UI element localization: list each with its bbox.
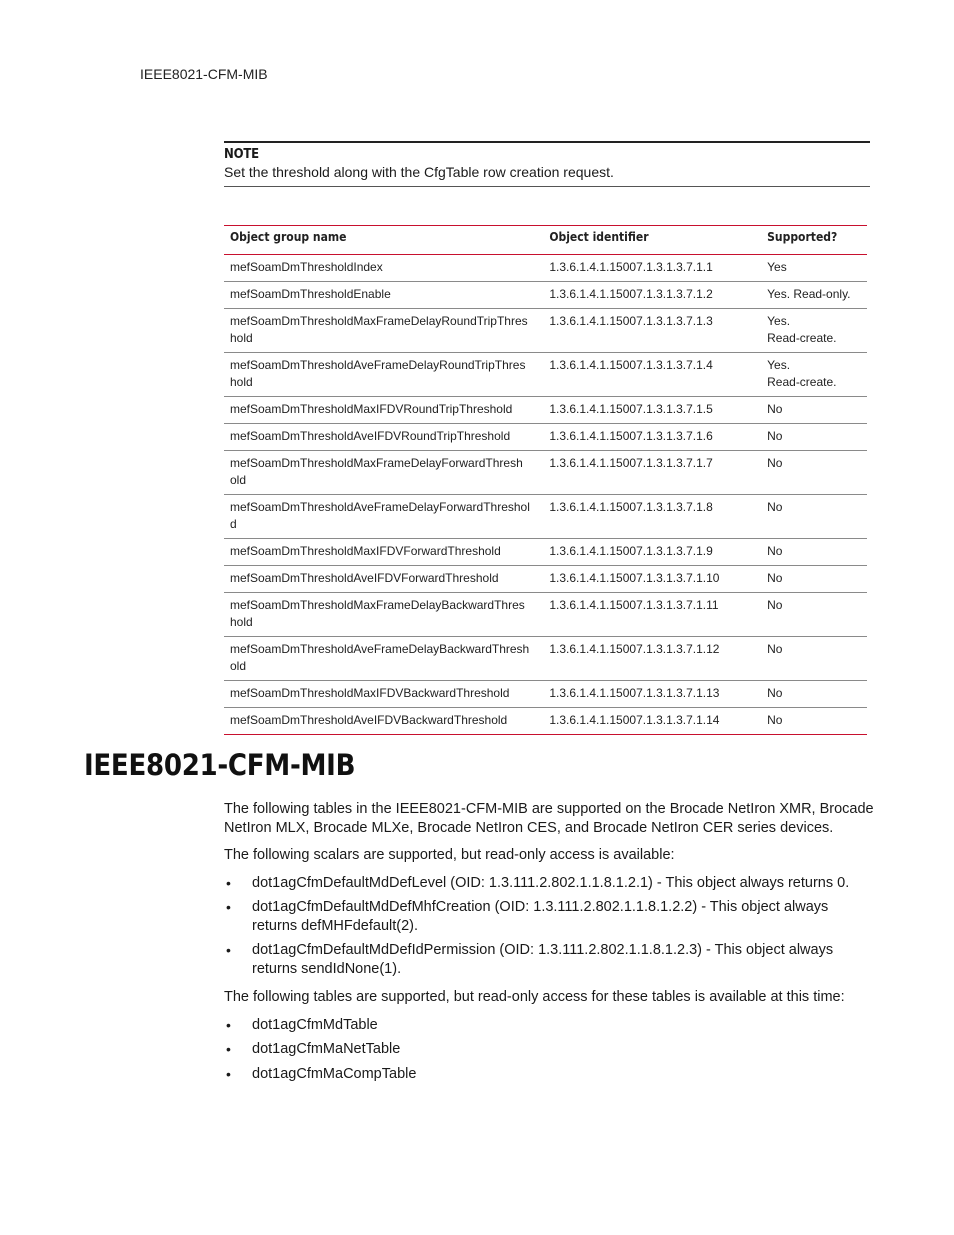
cell-object-group-name: mefSoamDmThresholdAveIFDVForwardThreshold <box>224 566 543 593</box>
cell-object-group-name: mefSoamDmThresholdMaxFrameDelayForwardThresh old <box>224 451 543 495</box>
cell-supported: No <box>761 566 867 593</box>
cell-supported: Yes. Read-only. <box>761 282 867 309</box>
table-body <box>224 255 867 735</box>
cell-object-group-name: mefSoamDmThresholdMaxIFDVForwardThreshold <box>224 539 543 566</box>
section-body <box>224 800 874 1093</box>
cell-object-group-name: mefSoamDmThresholdAveIFDVBackwardThreshold <box>224 708 543 735</box>
table-row <box>224 282 867 309</box>
scalar-list-item <box>224 898 874 935</box>
cell-object-identifier: 1.3.6.1.4.1.15007.1.3.1.3.7.1.10 <box>543 566 761 593</box>
note-box <box>224 141 870 187</box>
cell-object-identifier: 1.3.6.1.4.1.15007.1.3.1.3.7.1.1 <box>543 255 761 282</box>
cell-supported: Yes. Read-create. <box>761 353 867 397</box>
running-header: IEEE8021-CFM-MIB <box>140 66 268 82</box>
table-row <box>224 539 867 566</box>
bullet-icon: • <box>226 1016 231 1033</box>
cell-supported: Yes. Read-create. <box>761 309 867 353</box>
scalar-list-item <box>224 941 874 978</box>
cell-object-group-name: mefSoamDmThresholdMaxFrameDelayBackwardThres hold <box>224 593 543 637</box>
column-header-object-group: Object group name <box>224 226 543 255</box>
cell-object-identifier: 1.3.6.1.4.1.15007.1.3.1.3.7.1.2 <box>543 282 761 309</box>
cell-object-identifier: 1.3.6.1.4.1.15007.1.3.1.3.7.1.7 <box>543 451 761 495</box>
cell-object-identifier: 1.3.6.1.4.1.15007.1.3.1.3.7.1.5 <box>543 397 761 424</box>
note-title: NOTE <box>224 147 259 162</box>
table-list-item <box>224 1016 874 1035</box>
cell-object-group-name: mefSoamDmThresholdAveIFDVRoundTripThreshold <box>224 424 543 451</box>
bullet-icon: • <box>226 899 231 915</box>
scalar-list-item-text: dot1agCfmDefaultMdDefMhfCreation (OID: 1.3.111.2.802.1.1.8.1.2.2) - This object always returns defMHFdefault(2). <box>252 899 829 934</box>
bullet-icon: • <box>226 874 231 891</box>
cell-object-identifier: 1.3.6.1.4.1.15007.1.3.1.3.7.1.13 <box>543 681 761 708</box>
cell-supported: No <box>761 593 867 637</box>
cell-supported: No <box>761 637 867 681</box>
cell-object-identifier: 1.3.6.1.4.1.15007.1.3.1.3.7.1.4 <box>543 353 761 397</box>
scalars-intro: The following scalars are supported, but read-only access is available: <box>224 847 675 863</box>
cell-object-group-name: mefSoamDmThresholdAveFrameDelayForwardThreshol d <box>224 495 543 539</box>
table-row <box>224 593 867 637</box>
cell-object-identifier: 1.3.6.1.4.1.15007.1.3.1.3.7.1.3 <box>543 309 761 353</box>
intro-paragraph: The following tables in the IEEE8021-CFM-MIB are supported on the Brocade NetIron XMR, Brocade NetIron MLX, Brocade MLXe, Brocade NetIron CES, and Brocade NetIron CER series devices. <box>224 801 874 836</box>
note-text: Set the threshold along with the CfgTable row creation request. <box>224 164 614 180</box>
cell-supported: Yes <box>761 255 867 282</box>
table-row <box>224 309 867 353</box>
scalar-list-item-text: dot1agCfmDefaultMdDefIdPermission (OID: 1.3.111.2.802.1.1.8.1.2.3) - This object always returns sendIdNone(1). <box>252 942 834 977</box>
cell-object-group-name: mefSoamDmThresholdAveFrameDelayRoundTripThres hold <box>224 353 543 397</box>
table-row <box>224 451 867 495</box>
scalars-list <box>224 874 874 979</box>
table-row <box>224 255 867 282</box>
table-row <box>224 495 867 539</box>
scalar-list-item <box>224 874 874 893</box>
table-row <box>224 681 867 708</box>
bullet-icon: • <box>226 942 231 958</box>
table-row <box>224 637 867 681</box>
section-heading: IEEE8021-CFM-MIB <box>84 748 356 782</box>
column-header-object-identifier: Object identifier <box>543 226 761 255</box>
bullet-icon: • <box>226 1041 231 1057</box>
cell-object-identifier: 1.3.6.1.4.1.15007.1.3.1.3.7.1.8 <box>543 495 761 539</box>
tables-intro: The following tables are supported, but read-only access for these tables is available at this time: <box>224 989 845 1005</box>
table-list-item <box>224 1065 874 1084</box>
table-list-item-text: dot1agCfmMaNetTable <box>252 1041 401 1057</box>
cell-object-group-name: mefSoamDmThresholdIndex <box>224 255 543 282</box>
cell-object-group-name: mefSoamDmThresholdEnable <box>224 282 543 309</box>
cell-supported: No <box>761 451 867 495</box>
cell-supported: No <box>761 424 867 451</box>
cell-object-group-name: mefSoamDmThresholdMaxIFDVRoundTripThreshold <box>224 397 543 424</box>
cell-object-group-name: mefSoamDmThresholdAveFrameDelayBackwardThresh old <box>224 637 543 681</box>
cell-object-identifier: 1.3.6.1.4.1.15007.1.3.1.3.7.1.12 <box>543 637 761 681</box>
tables-list <box>224 1016 874 1084</box>
cell-object-identifier: 1.3.6.1.4.1.15007.1.3.1.3.7.1.14 <box>543 708 761 735</box>
column-header-supported: Supported? <box>761 226 867 255</box>
cell-supported: No <box>761 681 867 708</box>
cell-object-identifier: 1.3.6.1.4.1.15007.1.3.1.3.7.1.6 <box>543 424 761 451</box>
table-list-item <box>224 1040 874 1059</box>
table-row <box>224 424 867 451</box>
bullet-icon: • <box>226 1065 231 1082</box>
table-list-item-text: dot1agCfmMdTable <box>252 1016 378 1033</box>
cell-object-group-name: mefSoamDmThresholdMaxIFDVBackwardThreshold <box>224 681 543 708</box>
table-row <box>224 353 867 397</box>
table-row <box>224 397 867 424</box>
cell-supported: No <box>761 397 867 424</box>
mib-object-table <box>224 225 867 735</box>
cell-supported: No <box>761 708 867 735</box>
scalar-list-item-text: dot1agCfmDefaultMdDefLevel (OID: 1.3.111.2.802.1.1.8.1.2.1) - This object always returns 0. <box>252 874 850 891</box>
table-list-item-text: dot1agCfmMaCompTable <box>252 1065 417 1082</box>
table-row <box>224 708 867 735</box>
cell-object-group-name: mefSoamDmThresholdMaxFrameDelayRoundTripThres hold <box>224 309 543 353</box>
cell-object-identifier: 1.3.6.1.4.1.15007.1.3.1.3.7.1.11 <box>543 593 761 637</box>
cell-object-identifier: 1.3.6.1.4.1.15007.1.3.1.3.7.1.9 <box>543 539 761 566</box>
table-row <box>224 566 867 593</box>
cell-supported: No <box>761 539 867 566</box>
cell-supported: No <box>761 495 867 539</box>
table-header-row <box>224 226 867 255</box>
